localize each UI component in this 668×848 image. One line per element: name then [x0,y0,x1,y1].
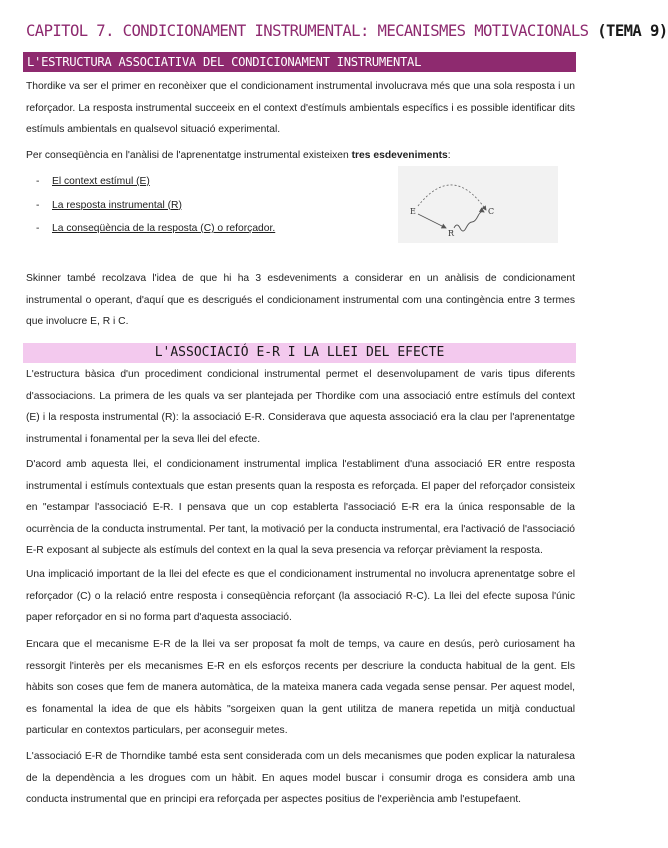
paragraph-law-of-effect: D'acord amb aquesta llei, el condicionament instrumental implica l'establiment d'una associació ER entre resposta instrumental i estímuls contextuals que estan presents quan la resposta es reforçada. El paper del reforçador consisteix en "estampar l'associació E-R. I pensava que un cop establerta l'associació E-R era la única responsable de la ocurrència de la conducta instrumental. Per tant, la motivació per la conducta instrumental, era l'activació de l'associació E-R exposant al subjecte als estímuls del context en la qual la seva presencia va reforçar prèviament la resposta. [26,459,575,557]
arc-e-to-c [418,185,486,210]
events-list [36,170,336,241]
erc-diagram [398,166,558,243]
paragraph-habits: Encara que el mecanisme E-R de la llei va ser proposat fa molt de temps, va caure en desús, però curiosament ha ressorgit l'interès per els mecanismes E-R en els esforços recents per descriure la conducta habitual de la gent. Els hàbits son coses que fem de manera automàtica, de la mateixa manera cada vegada sense pensar. Per aquest model, es fonamental la idea de que els hàbits "sorgeixen quan la gent utilitza de manera repetida un mitjà conductual particular en contextos particulars, per aconseguir metes. [26,639,575,737]
erc-diagram-svg [398,166,558,243]
arrow-e-to-r [418,214,446,228]
wavy-r-to-c [454,212,484,232]
diagram-label-c: C [488,207,495,216]
list-item-text: La resposta instrumental (R) [52,199,182,211]
paragraph-three-events-end: : [447,150,451,161]
title-main: CAPITOL 7. CONDICIONAMENT INSTRUMENTAL: MECANISMES MOTIVACIONALS [26,22,589,40]
paragraph-drugs: L'associació E-R de Thorndike també esta sent considerada com un dels mecanismes que poden explicar la naturalesa de la dependència a les drogues com un hàbit. En aques model buscar i consumir droga es considera amb una conducta instrumental que en principi era reforçada per aspectes positius de l'experiència amb l'estupefaent. [26,751,575,806]
list-dash: - [36,223,40,234]
list-item-text: La conseqüència de la resposta (C) o reforçador. [52,223,276,234]
list-dash: - [36,176,40,187]
section-heading-er-association: L'ASSOCIACIÓ E-R I LA LLEI DEL EFECTE [23,343,576,363]
diagram-label-e: E [410,207,416,216]
paragraph-implication: Una implicació important de la llei del efecte es que el condicionament instrumental no involucra aprenentatge sobre el reforçador (C) o la relació entre resposta i conseqüència reforçant (la associació R-C). La llei del efecte suposa l'únic paper reforçador en si no forma part d'aquesta associació. [26,569,575,624]
paragraph-er-basic: L'estructura bàsica d'un procediment condicional instrumental permet el desenvolupament de varis tipus diferents d'associacions. La primera de les quals va ser plantejada per Thordike com una associació entre estímuls del context (E) i la resposta instrumental (R): la associació E-R. Considerava que aquesta associació era la clau per l'aprenentatge instrumental i fonamental per la seva llei del efecte. [26,369,575,445]
list-item-text: El context estímul (E) [52,176,150,187]
list-item [36,217,336,241]
paragraph-thordike-intro: Thordike va ser el primer en reconèixer que el condicionament instrumental involucrava més que una sola resposta i un reforçador. La resposta instrumental succeeix en el context d'estímuls ambientals específics i es possible identificar dits estímuls ambientals en qualsevol situació experimental. [26,81,575,136]
list-dash: - [36,199,40,211]
paragraph-three-events-bold: tres esdeveniments [351,150,448,161]
title-suffix: (TEMA 9) [597,22,668,40]
list-item [36,170,336,194]
paragraph-skinner: Skinner també recolzava l'idea de que hi ha 3 esdeveniments a considerar en un anàlisis de condicionament instrumental o operant, d'aquí que es descrigués el condicionament instrumental com una contingència entre 3 termes que involucre E, R i C. [26,273,575,328]
paragraph-three-events-start: Per conseqüència en l'anàlisi de l'aprenentatge instrumental existeixen [26,150,352,161]
page-title [26,22,668,40]
paragraph-three-events [26,145,575,167]
diagram-label-r: R [448,229,455,238]
section-heading-structure: L'ESTRUCTURA ASSOCIATIVA DEL CONDICIONAMENT INSTRUMENTAL [23,52,576,72]
list-item [36,194,336,218]
